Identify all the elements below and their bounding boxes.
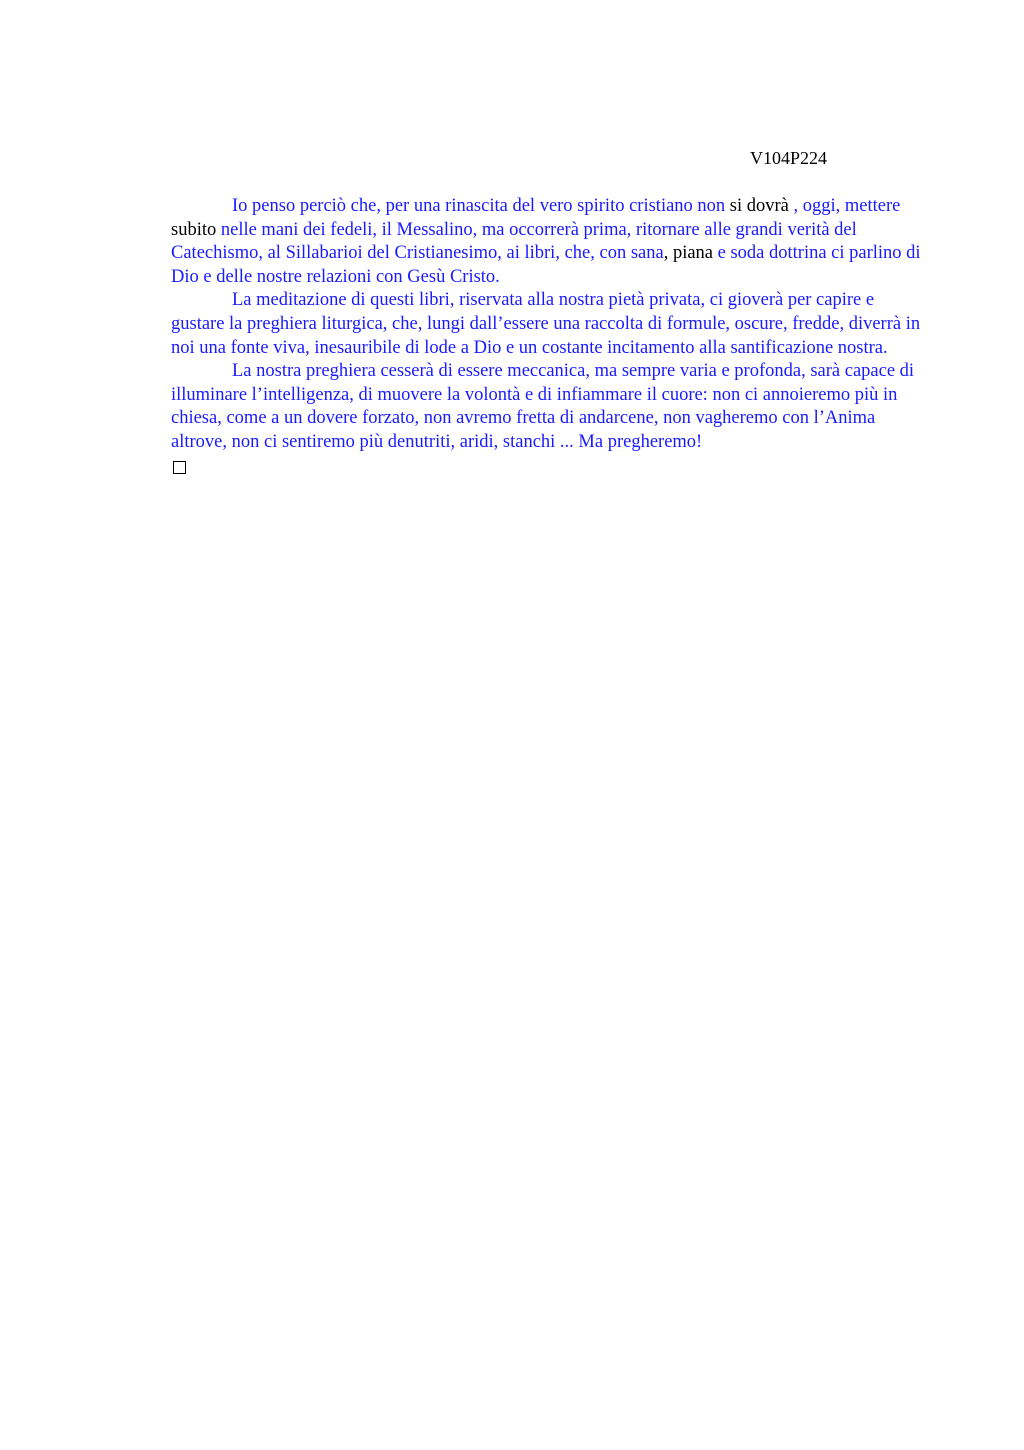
square-outline-icon xyxy=(173,461,186,474)
text-segment: , piana xyxy=(663,243,718,264)
text-segment: La meditazione di questi libri, riservata alla nostra pietà privata, ci gioverà per capire e gustare la preghiera liturgica, che, lungi dall’essere una raccolta di formule, oscure, fredde, diverrà in noi una fonte viva, inesauribile di lode a Dio e un costante incitamento alla santificazione nostra. xyxy=(171,290,921,358)
text-segment: e soda dottrina ci parlino di Dio e delle nostre relazioni con Gesù Cristo. xyxy=(171,243,921,287)
text-segment: La nostra preghiera cesserà di essere meccanica, ma sempre varia e profonda, sarà capace di illuminare l’intelligenza, di muovere la volontà e di infiammare il cuore: non ci annoieremo più in chiesa, come a un dovere forzato, non avremo fretta di andarcene, non vagheremo con l’Anima altrove, non ci sentiremo più denutriti, aridi, stanchi ... Ma pregheremo! xyxy=(171,361,915,452)
document-body xyxy=(171,195,923,474)
paragraph-1 xyxy=(171,195,923,289)
text-segment: , oggi, mettere xyxy=(793,196,901,216)
text-segment: si dovrà xyxy=(729,196,794,216)
text-segment: Io penso perciò che, per una rinascita del vero spirito cristiano non xyxy=(232,196,730,216)
text-segment: subito xyxy=(171,219,221,240)
text-segment: nelle mani dei fedeli, il Messalino, ma occorrerà prima, ritornare alle grandi verità del Catechismo, al Sillabarioi del Cristianesimo, ai libri, che, con sana xyxy=(171,219,857,264)
paragraph-2 xyxy=(171,289,923,360)
paragraph-3 xyxy=(171,360,923,454)
page-reference: V104P224 xyxy=(750,148,828,168)
